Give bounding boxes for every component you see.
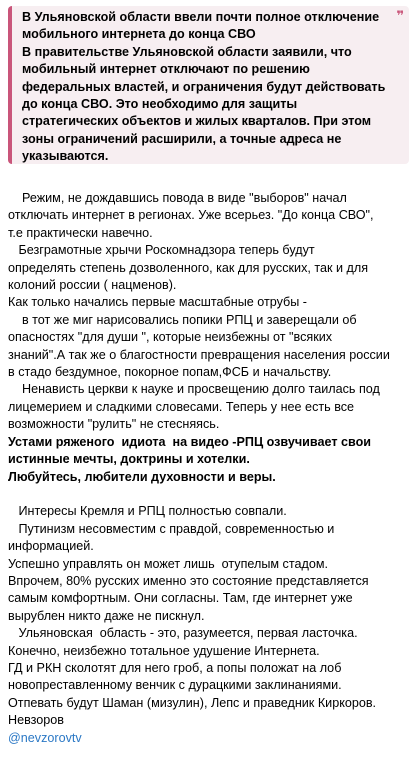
channel-signature-link[interactable]: @nevzorovtv	[8, 730, 82, 745]
post-line: Интересы Кремля и РПЦ полностью совпали.	[8, 504, 287, 519]
post-author: Невзоров	[8, 713, 64, 728]
post-bold-line: Устами ряженого идиота на видео -РПЦ озвучивает свои	[8, 434, 372, 449]
post-line: Ульяновская область - это, разумеется, первая ласточка.	[8, 626, 358, 641]
quote-line: стратегических объектов и жилых кварталов. При этом	[22, 114, 372, 129]
post-line: опасностях "для души ", которые неизбежны от "всяких	[8, 330, 333, 345]
post-line: самым комфортным. Они согласны. Там, где интернет уже	[8, 591, 353, 606]
quoted-news-block	[8, 6, 409, 164]
paragraph-gap	[8, 486, 411, 503]
post-line: Путинизм несовместим с правдой, современностью и	[8, 521, 335, 536]
post-body	[8, 190, 411, 747]
post-bold-line: Любуйтесь, любители духовности и веры.	[8, 469, 276, 484]
post-line: Успешно управлять он может лишь отупелым стадом.	[8, 556, 328, 571]
post-line: отключать интернет в регионах. Уже всерьез. "До конца СВО",	[8, 208, 374, 223]
post-line: Режим, не дождавшись повода в виде "выборов" начал	[8, 191, 347, 205]
quote-line: В правительстве Ульяновской области заявили, что	[22, 44, 352, 59]
post-line: возможности "рулить" не стесняясь.	[8, 417, 220, 432]
post-line: знаний".А так же о благостности превращения населения россии	[8, 347, 390, 362]
post-line: в тот же миг нарисовались попики РПЦ и заверещали об	[8, 312, 357, 327]
quote-line: мобильного интернета до конца СВО	[22, 27, 256, 42]
post-line: Как только начались первые масштабные отрубы -	[8, 295, 307, 310]
quote-line: В Ульяновской области ввели почти полное отключение	[22, 10, 380, 24]
post-line: новопреставленному венчик с дурацкими заклинаниями.	[8, 678, 342, 693]
post-line: Безграмотные хрычи Роскомнадзора теперь будут	[8, 243, 315, 258]
quote-mark-icon: ❞	[396, 8, 404, 23]
post-line: Впрочем, 80% русских именно это состояние представляется	[8, 573, 369, 588]
post-line: информацией.	[8, 539, 94, 554]
post-line: ГД и РКН сколотят для него гроб, а попы положат на лоб	[8, 660, 342, 675]
quote-line: федеральных властей, и ограничения будут действовать	[22, 79, 386, 94]
post-line: вырублен никто даже не пискнул.	[8, 608, 205, 623]
quote-line: мобильный интернет отключают по решению	[22, 62, 310, 77]
quote-line: указываются.	[22, 149, 109, 164]
quote-line: до конца СВО. Это необходимо для защиты	[22, 97, 298, 112]
post-line: в стадо бездумное, покорное попам,ФСБ и начальству.	[8, 365, 332, 380]
post-line: Отпевать будут Шаман (мизулин), Лепс и праведник Киркоров.	[8, 695, 377, 710]
post-line: колоний россии ( нацменов).	[8, 278, 177, 293]
post-line: т.е практически навечно.	[8, 225, 153, 240]
post-bold-line: истинные мечты, доктрины и хотелки.	[8, 452, 250, 467]
post-line: Ненависть церкви к науке и просвещению долго таилась под	[8, 382, 380, 397]
post-line: лицемерием и сладкими словесами. Теперь у нее есть все	[8, 399, 355, 414]
quote-line: зоны ограничений расширили, а точные адреса не	[22, 131, 342, 146]
post-line: Конечно, неизбежно тотальное удушение Интернета.	[8, 643, 320, 658]
post-line: определять степень дозволенного, как для русских, так и для	[8, 260, 369, 275]
